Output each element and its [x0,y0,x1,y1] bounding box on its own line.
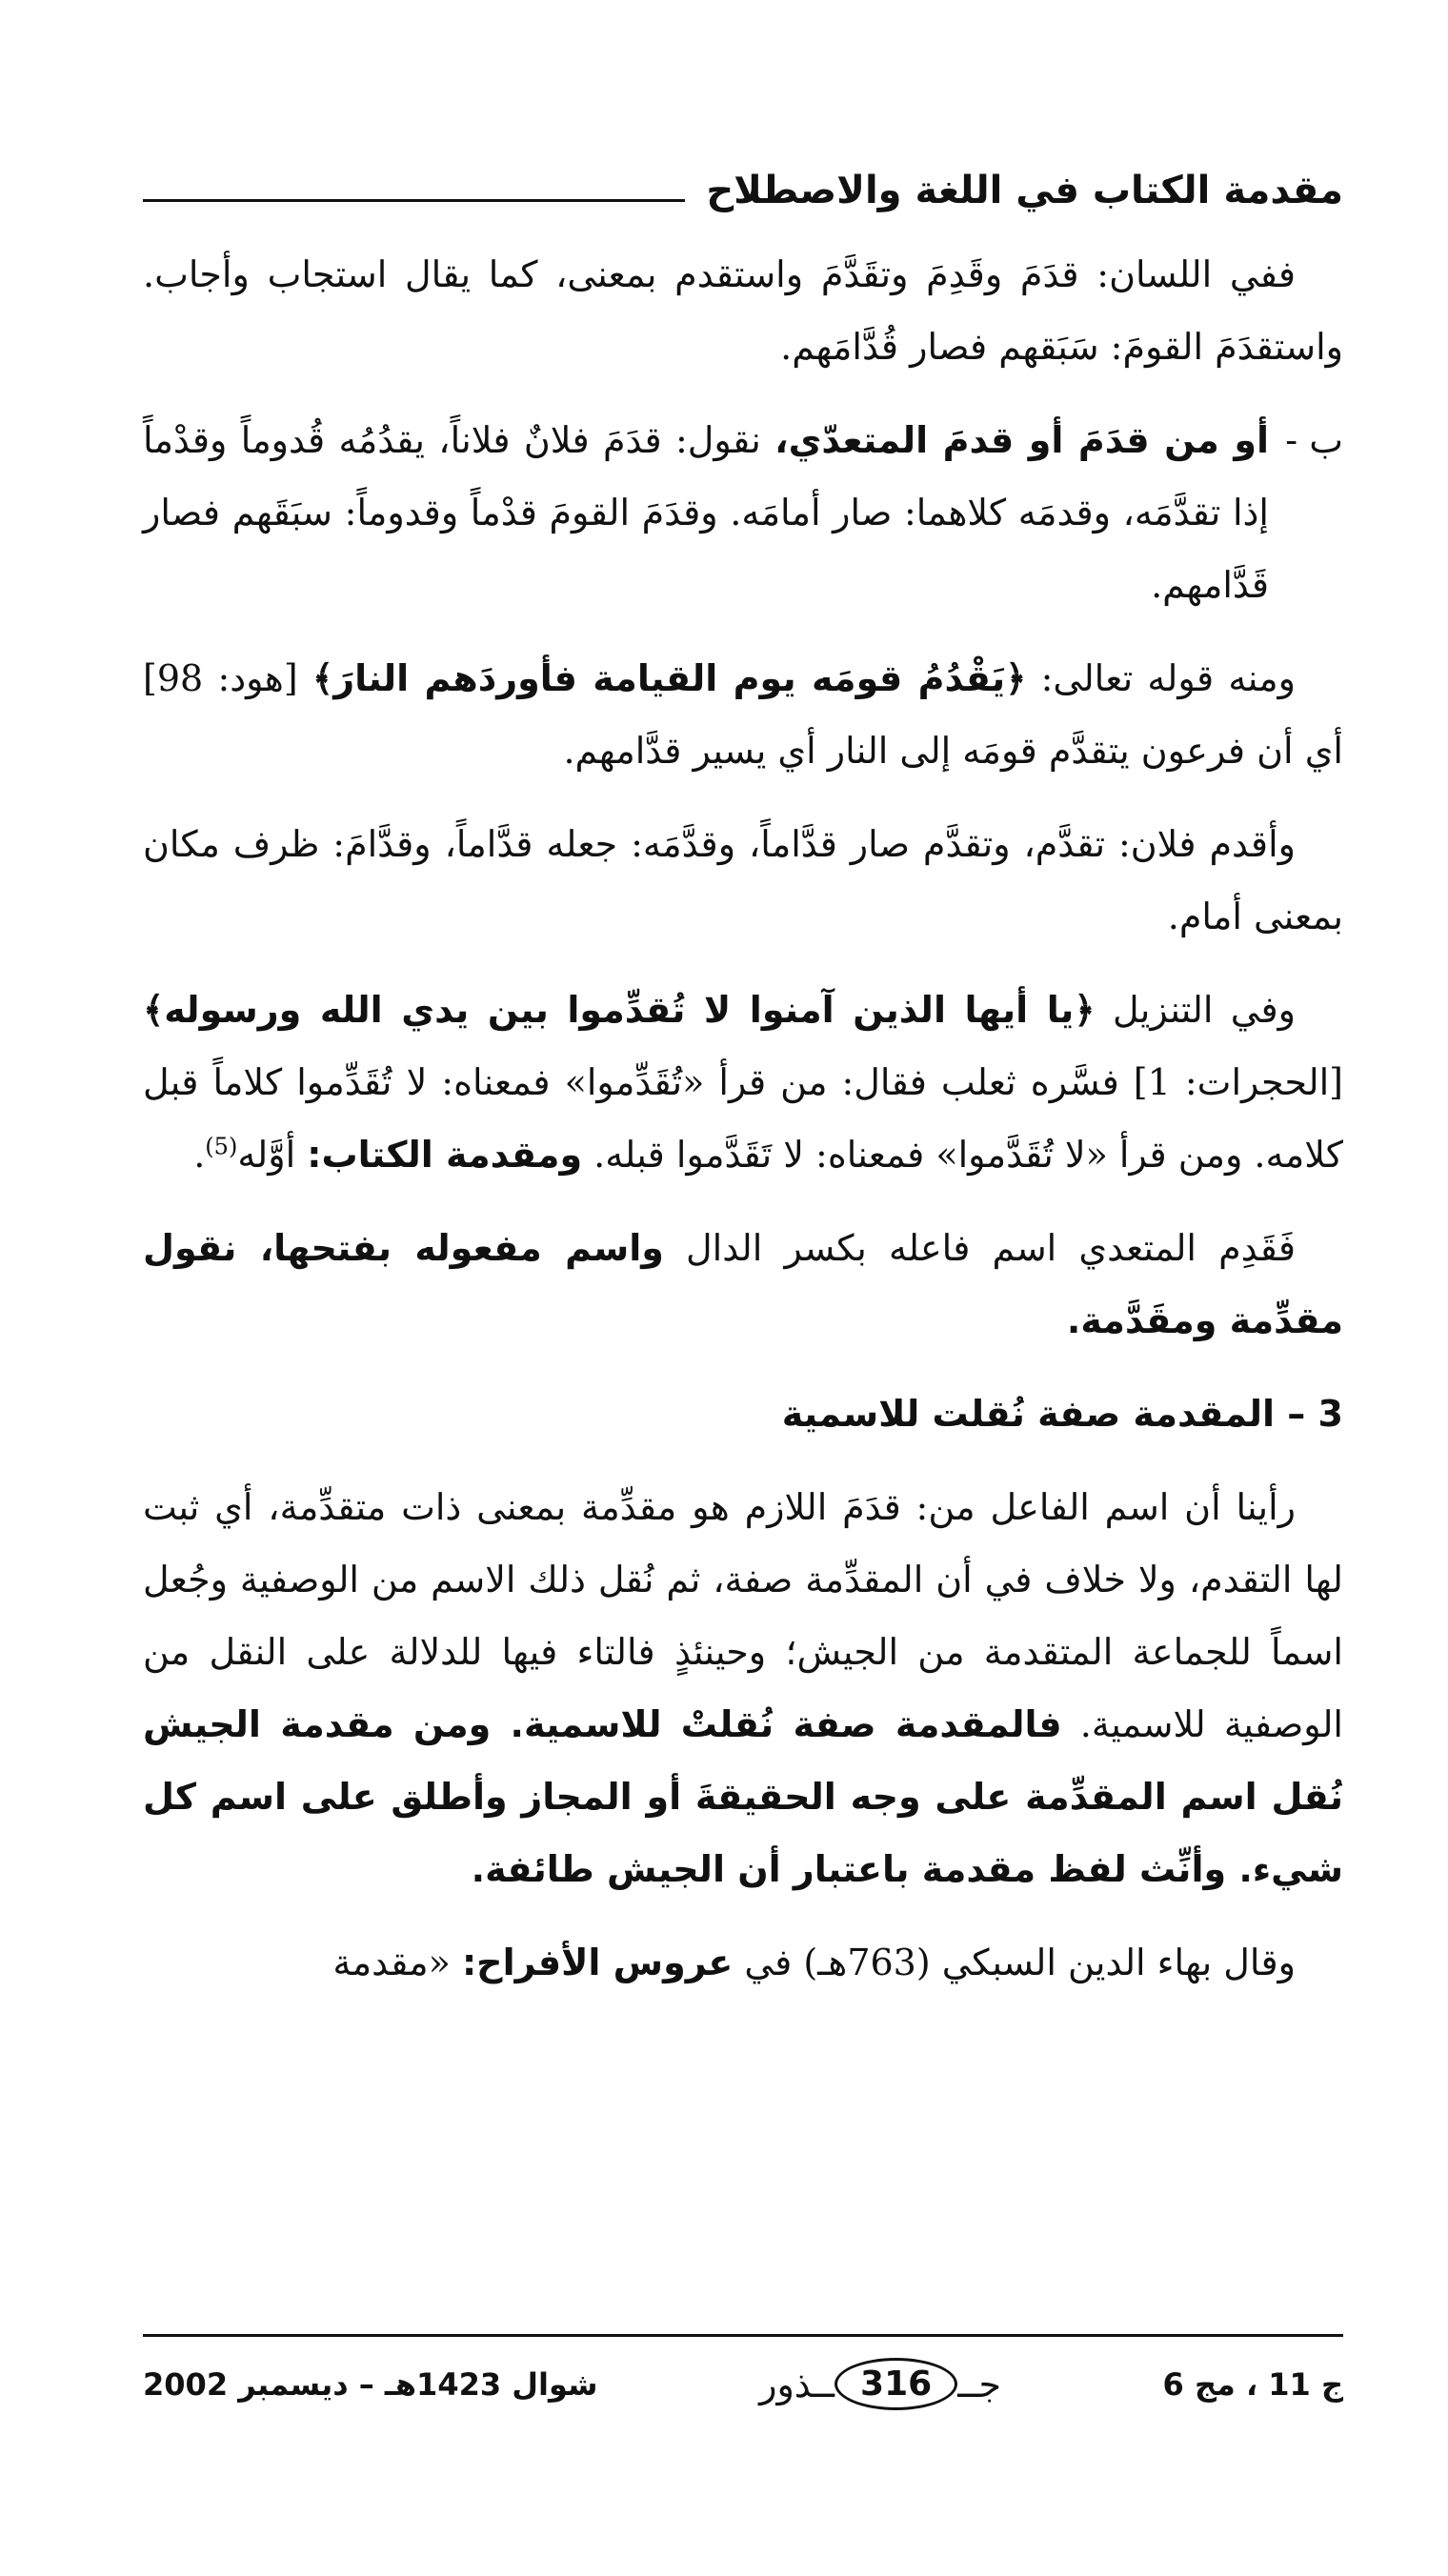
list-marker: ب - [1285,419,1343,461]
footer-rule [143,2334,1343,2337]
page-number: 316 [835,2358,957,2410]
section-heading: 3 – المقدمة صفة نُقلت للاسمية [781,1393,1343,1435]
running-header [143,133,1343,210]
header-title: مقدمة الكتاب في اللغة والاصطلاح [706,169,1343,212]
quran-quote: ﴿يا أيها الذين آمنوا لا تُقدِّموا بين يدي الله ورسوله﴾ [143,989,1096,1031]
document-page [143,114,1343,2477]
paragraph-2: ب - أو من قدَمَ أو قدمَ المتعدّي، نقول: قدَمَ فلانٌ فلاناً، يقدُمُه قُدوماً وقدْماً إذا تقدَّمَه، وقدمَه كلاهما: صار أمامَه. وقدَمَ القومَ قدْماً وقدوماً: سبَقَهم فصار قَدَّامهم. [143,404,1343,621]
paragraph-1: ففي اللسان: قدَمَ وقَدِمَ وتقَدَّمَ واستقدم بمعنى، كما يقال استجاب وأجاب. واستقدَمَ القومَ: سَبَقهم فصار قُدَّامَهم. [143,253,1343,368]
paragraph-5: وفي التنزيل ﴿يا أيها الذين آمنوا لا تُقدِّموا بين يدي الله ورسوله﴾ [الحجرات: 1] فسَّره ثعلب فقال: من قرأ «تُقَدِّموا» فمعناه: لا تُقَدِّموا كلاماً قبل كلامه. ومن قرأ «لا تُقَدَّموا» فمعناه: لا تَقَدَّموا قبله. ومقدمة الكتاب: أوَّله$^{(5)}$. [143,989,1343,1176]
paragraph-4: وأقدم فلان: تقدَّم، وتقدَّم صار قدَّاماً، وقدَّمَه: جعله قدَّاماً، وقدَّامَ: ظرف مكان بمعنى أمام. [143,823,1343,937]
header-rule [143,199,685,202]
paragraph-6: فَقَدِم المتعدي اسم فاعله بكسر الدال واسم مفعوله بفتحها، نقول مقدِّمة ومقَدَّمة. [143,1227,1343,1341]
journal-name: جــ 316 ــذور [759,2358,1001,2410]
page-footer [143,2334,1343,2439]
issue-date: شوال 1423هـ – ديسمبر 2002 [143,2365,598,2403]
body-text [143,238,1343,2020]
footnote-marker: (5) [205,1133,238,1160]
volume-info: ج 11 ، مج 6 [1162,2365,1343,2403]
footer-row [143,2358,1343,2410]
paragraph-7: رأينا أن اسم الفاعل من: قدَمَ اللازم هو مقدِّمة بمعنى ذات متقدِّمة، أي ثبت لها التقدم، ولا خلاف في أن المقدِّمة صفة، ثم نُقل ذلك الاسم من الوصفية وجُعل اسماً للجماعة المتقدمة من الجيش؛ وحينئذٍ فالتاء فيها للدلالة على النقل من الوصفية للاسمية. فالمقدمة صفة نُقلتْ للاسمية. ومن مقدمة الجيش نُقل اسم المقدِّمة على وجه الحقيقةَ أو المجاز وأطلق على اسم كل شيء. وأنِّث لفظ مقدمة باعتبار أن الجيش طائفة. [143,1486,1343,1890]
paragraph-3: ومنه قوله تعالى: ﴿يَقْدُمُ قومَه يوم القيامة فأوردَهم النارَ﴾ [هود: 98] أي أن فرعون يتقدَّم قومَه إلى النار أي يسير قدَّامهم. [143,657,1343,772]
quran-quote: ﴿يَقْدُمُ قومَه يوم القيامة فأوردَهم النارَ﴾ [312,657,1027,699]
paragraph-8: وقال بهاء الدين السبكي (763هـ) في عروس الأفراح: «مقدمة [332,1942,1296,1983]
